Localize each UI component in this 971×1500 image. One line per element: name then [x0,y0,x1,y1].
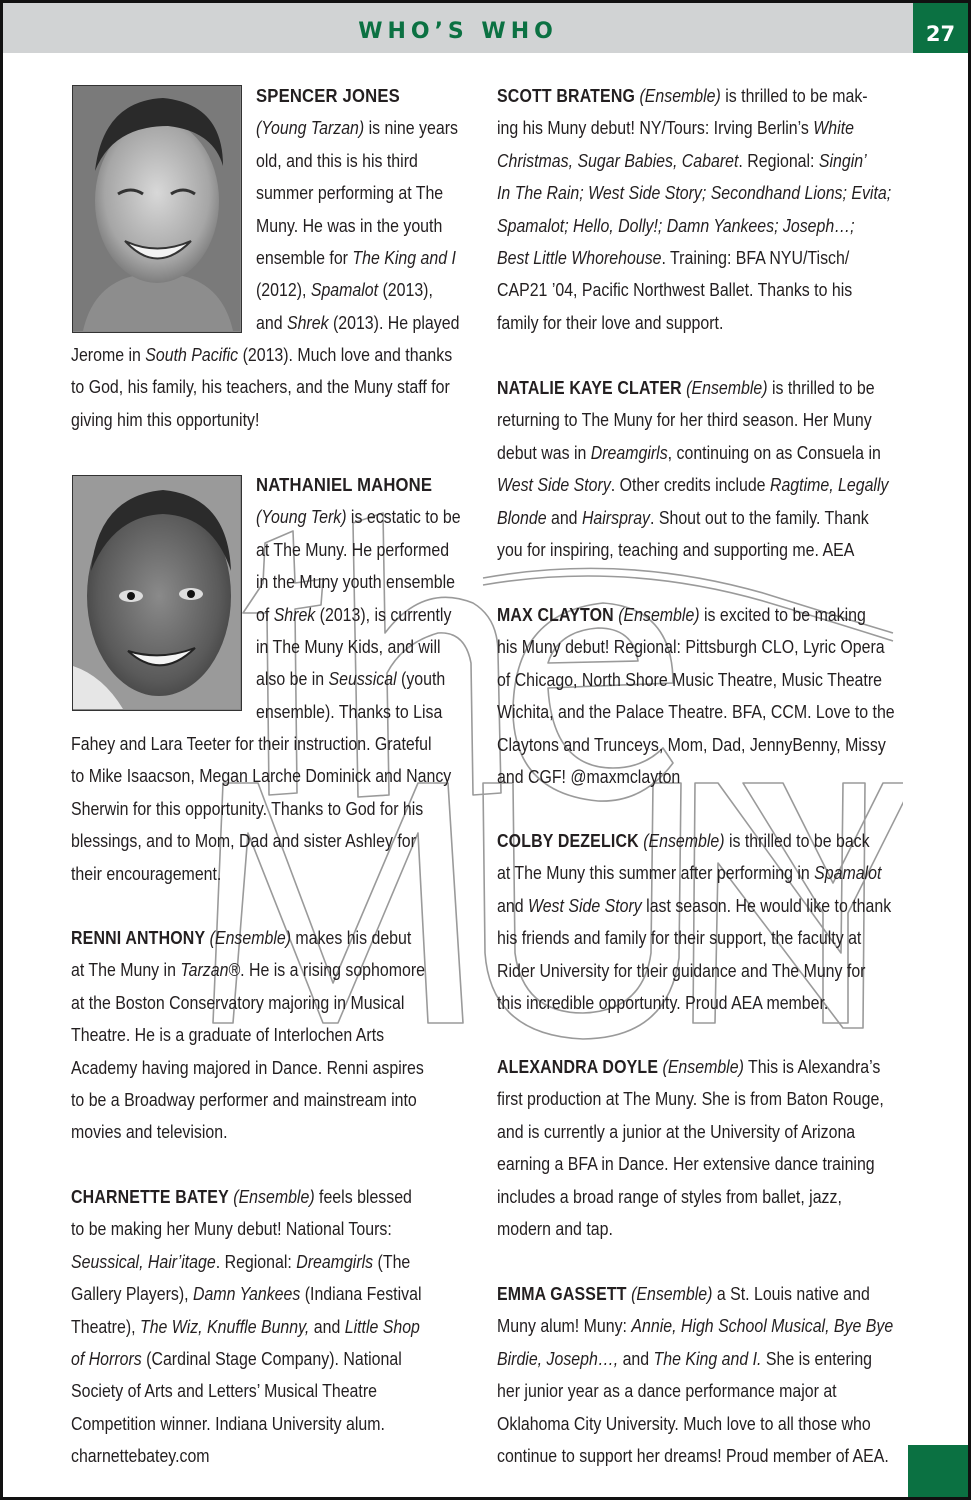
bio-scott-brateng [497,80,917,339]
bio-line [256,177,481,209]
text-run: and [618,1347,654,1369]
text-run: her junior year as a dance performance major at [497,1380,837,1402]
bio-line [497,372,917,404]
text-run: in The Muny Kids, and will [256,635,441,657]
italic-title: (Young Terk) [256,506,347,528]
bio-charnette-batey [71,1181,481,1473]
headshot-nathaniel-mahone [72,475,242,711]
text-run: earning a BFA in Dance. Her extensive dance training [497,1153,875,1175]
text-run: . Regional: [215,1250,297,1272]
text-run: Theatre), [71,1315,140,1337]
text-run: is ecstatic to be [346,506,461,528]
italic-title: Spamalot [814,862,882,884]
bio-line [497,145,917,177]
text-run: last season. He would like to thank [641,894,892,916]
bio-line [497,1375,917,1407]
bio-line [256,274,481,306]
bio-line [71,1246,481,1278]
bio-line [256,534,481,566]
bio-line [71,760,481,792]
text-run: Theatre. He is a graduate of Interlochen Arts [71,1024,385,1046]
italic-title: White [813,117,854,139]
performer-name: SPENCER JONES [256,85,400,106]
bio-line [497,80,917,112]
bio-line [256,145,481,177]
bio-line [497,922,917,954]
bio-line [497,1213,917,1245]
text-run: of Chicago, North Shore Music Theatre, Music Theatre [497,668,882,690]
performer-name: MAX CLAYTON [497,604,614,625]
text-run: (2013). He played [328,311,460,333]
bio-line [497,761,917,793]
italic-title: Blonde [497,506,547,528]
text-run: Sherwin for this opportunity. Thanks to God for his [71,797,424,819]
bio-line [497,664,917,696]
text-run: CAP21 ’04, Pacific Northwest Ballet. Thanks to his [497,279,853,301]
text-run: is thrilled to be mak- [720,85,868,106]
bio-line [497,955,917,987]
bio-colby-dezelick [497,825,917,1019]
italic-title: (Ensemble) [233,1186,315,1207]
text-run: his friends and family for their support, the faculty at [497,927,862,949]
text-run: Claytons and Trunceys, Mom, Dad, JennyBenny, Missy [497,733,886,755]
italic-title: (Ensemble) [631,1283,713,1304]
bio-line [71,954,481,986]
text-run: (Indiana Festival [300,1283,422,1305]
bio-line [71,1278,481,1310]
bio-spencer-jones-cont [71,339,481,436]
text-run: , continuing on as Consuela in [667,441,881,463]
text-run: his Muny debut! Regional: Pittsburgh CLO, Lyric Opera [497,636,885,658]
italic-title: Hairspray [581,506,651,528]
text-run: at The Muny in [71,959,181,981]
text-run: Oklahoma City University. Much love to all those who [497,1412,871,1434]
italic-title: South Pacific [145,344,239,365]
text-run: Muny. He was in the youth [256,214,443,236]
header-band [3,3,913,53]
italic-title: (Ensemble) [686,377,768,398]
text-run: at The Muny. He performed [256,538,450,560]
text-run: first production at The Muny. She is from Baton Rouge, [497,1088,884,1110]
text-run: ing his Muny debut! NY/Tours: Irving Berlin’s [497,117,814,139]
text-run: to be making her Muny debut! National Tours: [71,1218,392,1240]
text-run: ensemble). Thanks to Lisa [256,700,443,722]
text-run: . He is a rising sophomore [240,959,425,981]
italic-title: Annie, High School Musical, Bye Bye [631,1315,894,1337]
bio-line [256,663,481,695]
text-run: this incredible opportunity. Proud AEA member. [497,991,829,1013]
italic-title: Singin’ [818,149,867,171]
bio-line [497,1440,917,1472]
bio-line [497,631,917,663]
text-run: is thrilled to be [767,377,875,398]
text-run: in the Muny youth ensemble [256,571,455,593]
text-run: makes his debut [291,927,412,948]
bio-line [497,274,917,306]
text-run: . Other credits include [610,474,770,496]
text-run: (youth [396,668,446,690]
bio-renni-anthony [71,922,481,1149]
bio-line [497,1278,917,1310]
text-run: (2013), [378,279,433,301]
italic-title: Ragtime, Legally [769,474,889,496]
italic-title: Seussical [328,668,397,690]
bio-line [497,857,917,889]
bio-line [256,112,481,144]
bio-line [71,858,481,890]
text-run: and is currently a junior at the University of Arizona [497,1120,856,1142]
text-run: She is entering [761,1347,873,1369]
italic-title: The King and I. [653,1347,762,1369]
italic-title: Damn Yankees [193,1283,301,1305]
text-run: old, and this is his third [256,149,418,171]
bio-line [256,599,481,631]
bio-line [256,696,481,728]
bio-line [256,210,481,242]
performer-name: CHARNETTE BATEY [71,1186,229,1207]
text-run: . Regional: [738,149,819,171]
text-run: includes a broad range of styles from ballet, jazz, [497,1185,842,1207]
bio-line [71,1052,481,1084]
bio-line [497,1051,917,1083]
italic-title: Spamalot; Hello, Dolly!; Damn Yankees; Joseph…; [497,214,855,236]
text-run: to God, his family, his teachers, and the Muny staff for [71,376,450,398]
text-run: (2013), is currently [315,603,452,625]
bio-line [497,599,917,631]
italic-title: In The Rain; West Side Story; Secondhand Lions; Evita; [497,182,892,204]
text-run: Wichita, and the Palace Theatre. BFA, CCM. Love to the [497,701,895,723]
text-run: Society of Arts and Letters’ Musical Theatre [71,1380,377,1402]
text-run: their encouragement. [71,862,222,884]
text-run: ensemble for [256,246,353,268]
performer-name: NATHANIEL MAHONE [256,474,433,495]
bio-line [497,437,917,469]
bio-line [71,1311,481,1343]
text-run: and [497,894,528,916]
bio-line [497,825,917,857]
bio-line [71,1408,481,1440]
text-run: Rider University for their guidance and The Muny for [497,959,866,981]
bio-line [71,1084,481,1116]
headshot-spencer-jones [72,85,242,333]
bio-line [256,566,481,598]
italic-title: West Side Story [527,894,642,916]
performer-name: EMMA GASSETT [497,1283,627,1304]
text-run: (Cardinal Stage Company). National [141,1347,402,1369]
text-run: charnettebatey.com [71,1445,210,1467]
bio-line [256,501,481,533]
bio-natalie-kaye-clater [497,372,917,566]
performer-name: ALEXANDRA DOYLE [497,1056,659,1077]
italic-title: Shrek [273,603,316,625]
bio-line [497,112,917,144]
bio-line [497,1116,917,1148]
italic-title: Birdie, Joseph…, [497,1347,619,1369]
italic-title: (Ensemble) [639,85,721,106]
bio-line [71,728,481,760]
bio-line [497,729,917,761]
bio-line [497,1408,917,1440]
bio-line [71,339,481,371]
bio-spencer-jones [256,80,481,339]
text-run: Gallery Players), [71,1283,194,1305]
bio-max-clayton [497,599,917,793]
italic-title: Spamalot [310,279,379,301]
italic-title: The Wiz, Knuffle Bunny, [139,1315,310,1337]
italic-title: (Young Tarzan) [256,117,365,139]
text-run: . Training: BFA NYU/Tisch/ [661,246,850,268]
bio-line [71,793,481,825]
italic-title: Dreamgirls [296,1250,374,1272]
bio-line [71,1019,481,1051]
section-title: WHO’S WHO [358,19,558,44]
bio-line [71,404,481,436]
text-run: Academy having majored in Dance. Renni aspires [71,1056,424,1078]
bio-line [71,1375,481,1407]
performer-name: SCOTT BRATENG [497,85,636,106]
text-run: . Shout out to the family. Thank [650,506,869,528]
bio-alexandra-doyle [497,1051,917,1245]
performer-name: COLBY DEZELICK [497,830,639,851]
bio-line [71,1181,481,1213]
italic-title: Little Shop [344,1315,420,1337]
bio-line [497,242,917,274]
italic-title: of Horrors [71,1347,142,1369]
text-run: debut was in [497,441,591,463]
text-run: you for inspiring, teaching and supporting me. AEA [497,538,855,560]
bio-line [497,404,917,436]
text-run: continue to support her dreams! Proud member of AEA. [497,1444,889,1466]
bio-line [497,1310,917,1342]
bio-line [71,371,481,403]
text-run: (2013). Much love and thanks [238,344,453,365]
text-run: to be a Broadway performer and mainstream into [71,1088,417,1110]
bio-line [497,210,917,242]
bio-line [497,1181,917,1213]
bio-line [497,307,917,339]
bio-line [497,696,917,728]
bio-line [497,177,917,209]
italic-title: (Ensemble) [209,927,292,948]
text-run: and [546,506,582,528]
italic-title: (Ensemble) [643,830,725,851]
bio-line [497,890,917,922]
text-run: summer performing at The [256,182,444,204]
bio-line [497,987,917,1019]
text-run: Fahey and Lara Teeter for their instruction. Grateful [71,733,432,754]
bio-line [497,502,917,534]
program-page [3,3,968,1497]
bio-line [497,534,917,566]
italic-title: Tarzan® [180,959,241,981]
italic-title: (Ensemble) [662,1056,744,1077]
performer-name: RENNI ANTHONY [71,927,206,948]
text-run: and [256,311,287,333]
text-run: Competition winner. Indiana University alum. [71,1412,385,1434]
footer-green-tab [908,1445,968,1497]
text-run: Jerome in [71,344,146,365]
bio-line [71,825,481,857]
text-run: a St. Louis native and [712,1283,870,1304]
text-run: giving him this opportunity! [71,408,260,430]
text-run: to Mike Isaacson, Megan Larche Dominick and Nancy [71,765,452,787]
text-run: at The Muny this summer after performing in [497,862,815,884]
italic-title: Seussical, Hair’itage [71,1250,216,1272]
text-run: of [256,603,274,625]
bio-line [256,307,481,339]
text-run: movies and television. [71,1121,228,1143]
text-run: (The [373,1250,411,1272]
bio-line [71,1440,481,1472]
text-run: This is Alexandra’s [743,1056,881,1077]
text-run: feels blessed [314,1186,412,1207]
text-run: and CGF! @maxmclayton [497,765,681,787]
bio-line [256,631,481,663]
page-number-box [913,3,968,53]
text-run: at the Boston Conservatory majoring in Musical [71,991,405,1013]
bio-line [256,242,481,274]
bio-line [71,1213,481,1245]
bio-line [71,1116,481,1148]
bio-line [71,1343,481,1375]
page-number: 27 [925,22,956,46]
bio-line [71,922,481,954]
italic-title: (Ensemble) [618,604,700,625]
bio-line [497,469,917,501]
text-run: modern and tap. [497,1217,613,1239]
text-run: family for their love and support. [497,311,724,333]
bio-line [497,1343,917,1375]
text-run: is excited to be making [699,604,866,625]
italic-title: The King and I [352,246,456,268]
performer-name: NATALIE KAYE CLATER [497,377,682,398]
bio-nathaniel-mahone [256,469,481,728]
text-run: Muny alum! Muny: [497,1315,632,1337]
text-run: is thrilled to be back [724,830,870,851]
text-run: returning to The Muny for her third season. Her Muny [497,409,872,431]
bio-line [497,1148,917,1180]
text-run: also be in [256,668,329,690]
text-run: (2012), [256,279,311,301]
text-run: blessings, and to Mom, Dad and sister Ashley for [71,830,416,852]
bio-line [71,987,481,1019]
italic-title: Shrek [286,311,329,333]
bio-line [497,1083,917,1115]
text-run: and [309,1315,345,1337]
italic-title: Best Little Whorehouse [497,246,662,268]
italic-title: Christmas, Sugar Babies, Cabaret [497,149,739,171]
bio-emma-gassett [497,1278,917,1472]
italic-title: Dreamgirls [590,441,668,463]
italic-title: West Side Story [497,474,611,496]
text-run: is nine years [364,117,458,139]
bio-nathaniel-mahone-cont [71,728,481,890]
